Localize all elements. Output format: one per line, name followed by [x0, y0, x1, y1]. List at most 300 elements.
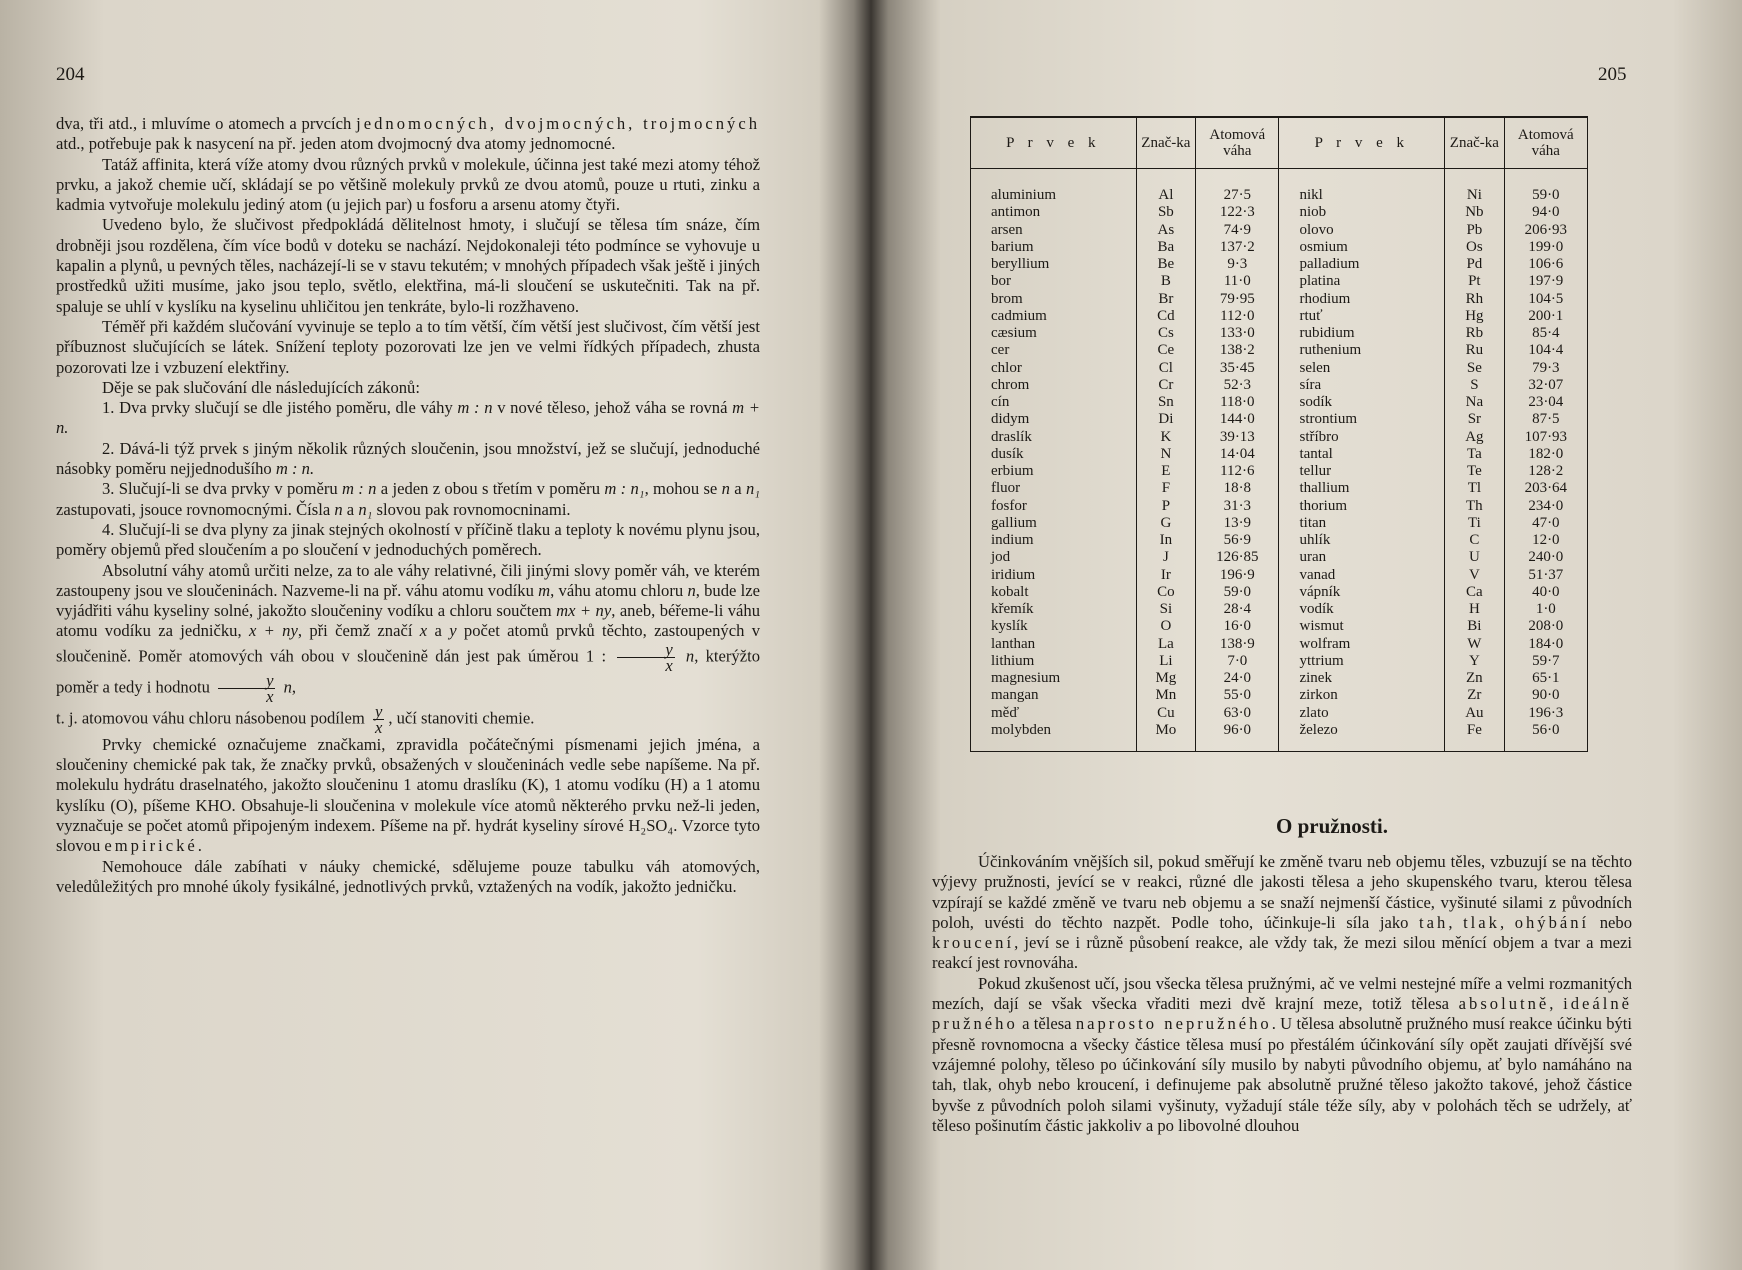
- element-name: gallium: [971, 515, 1137, 532]
- table-row: [971, 549, 1588, 566]
- table-row: [971, 567, 1588, 584]
- element-symbol: Fe: [1445, 722, 1505, 752]
- table-row: [971, 515, 1588, 532]
- atomic-weight: 59·0: [1504, 169, 1587, 205]
- element-name: lanthan: [971, 636, 1137, 653]
- element-name: antimon: [971, 204, 1137, 221]
- text: , při čemž značí: [297, 621, 420, 641]
- math: m : n₁: [604, 479, 645, 499]
- fraction-numerator: y: [617, 642, 674, 658]
- math: n: [687, 580, 696, 600]
- text: ,: [1549, 994, 1564, 1014]
- table-row: [971, 446, 1588, 463]
- atomic-weight: 52·3: [1196, 377, 1279, 394]
- element-name: cadmium: [971, 308, 1137, 325]
- table-row: [971, 653, 1588, 670]
- text: atd., potřebuje pak k nasycení na př. jeden atom dvojmocný dva atomy jednomocné.: [56, 134, 616, 154]
- atomic-weight: 203·64: [1504, 480, 1587, 497]
- text: slovou pak rovnomocninami.: [372, 499, 571, 519]
- right-page: [922, 0, 1742, 1270]
- fraction: [617, 639, 674, 675]
- element-symbol: Mo: [1136, 722, 1196, 752]
- element-symbol: Te: [1445, 463, 1505, 480]
- element-name: iridium: [971, 567, 1137, 584]
- element-name: jod: [971, 549, 1137, 566]
- element-symbol: Rh: [1445, 291, 1505, 308]
- element-symbol: Be: [1136, 256, 1196, 273]
- element-name: aluminium: [971, 169, 1137, 205]
- atomic-weight: 9·3: [1196, 256, 1279, 273]
- table-row: [971, 636, 1588, 653]
- text: v nové těleso, jehož váha se rovná: [492, 398, 733, 418]
- math: n: [334, 499, 343, 519]
- atomic-weight: 27·5: [1196, 169, 1279, 205]
- text: , váhu atomu chloru: [550, 580, 688, 600]
- formula-line: [56, 701, 760, 737]
- element-name: nikl: [1279, 169, 1445, 205]
- element-symbol: Ce: [1136, 342, 1196, 359]
- text: ,: [1448, 912, 1464, 932]
- text: , učí stanoviti chemie.: [388, 708, 535, 728]
- element-name: tantal: [1279, 446, 1445, 463]
- atomic-weight: 128·2: [1504, 463, 1587, 480]
- text: a jeden z obou s třetím v poměru: [376, 479, 605, 499]
- element-name: brom: [971, 291, 1137, 308]
- atomic-weight: 118·0: [1196, 394, 1279, 411]
- atomic-weight: 197·9: [1504, 273, 1587, 290]
- text-spaced: tah: [1419, 912, 1449, 932]
- table-row: [971, 342, 1588, 359]
- element-symbol: Di: [1136, 411, 1196, 428]
- text-spaced: ideálně pružného: [932, 994, 1632, 1034]
- element-name: cæsium: [971, 325, 1137, 342]
- atomic-weight: 31·3: [1196, 498, 1279, 515]
- element-symbol: La: [1136, 636, 1196, 653]
- element-symbol: Ir: [1136, 567, 1196, 584]
- atomic-weight: 11·0: [1196, 273, 1279, 290]
- atomic-weight: 51·37: [1504, 567, 1587, 584]
- atomic-weight: 79·95: [1196, 291, 1279, 308]
- atomic-weight: 206·93: [1504, 222, 1587, 239]
- law-4: 4. Slučují-li se dva plyny za jinak stejných okolností v příčině tlaku a teploty k novému plynu jsou, poměry objemů před sloučením a po sloučení v jednoduchých poměrech.: [56, 519, 760, 560]
- text-spaced: tlak: [1463, 912, 1500, 932]
- element-symbol: Th: [1445, 498, 1505, 515]
- element-symbol: Pb: [1445, 222, 1505, 239]
- text: zastupovati, jsouce rovnomocnými. Čísla: [56, 499, 335, 519]
- element-name: erbium: [971, 463, 1137, 480]
- element-name: bor: [971, 273, 1137, 290]
- element-name: měď: [971, 705, 1137, 722]
- text-spaced: naprosto nepružného: [1075, 1014, 1272, 1034]
- element-name: vápník: [1279, 584, 1445, 601]
- element-name: sodík: [1279, 394, 1445, 411]
- atomic-weight: 18·8: [1196, 480, 1279, 497]
- element-name: vanad: [1279, 567, 1445, 584]
- text-spaced: jednomocných, dvojmocných, trojmocných: [356, 114, 760, 133]
- math: n: [279, 677, 292, 697]
- table-row: [971, 618, 1588, 635]
- atomic-weight: 55·0: [1196, 687, 1279, 704]
- table-row: [971, 291, 1588, 308]
- element-name: chrom: [971, 377, 1137, 394]
- element-symbol: S: [1445, 377, 1505, 394]
- element-symbol: Pd: [1445, 256, 1505, 273]
- atomic-weight: 96·0: [1196, 722, 1279, 752]
- math: n₁: [745, 479, 761, 499]
- atomic-weight: 107·93: [1504, 429, 1587, 446]
- atomic-weight: 56·9: [1196, 532, 1279, 549]
- element-symbol: As: [1136, 222, 1196, 239]
- atomic-weight: 24·0: [1196, 670, 1279, 687]
- element-name: lithium: [971, 653, 1137, 670]
- text: a: [427, 621, 450, 641]
- element-symbol: Li: [1136, 653, 1196, 670]
- atomic-weight: 184·0: [1504, 636, 1587, 653]
- element-symbol: Sb: [1136, 204, 1196, 221]
- math: n: [678, 646, 695, 666]
- table-row: [971, 239, 1588, 256]
- element-name: thorium: [1279, 498, 1445, 515]
- text-spaced: kroucení: [932, 933, 1015, 953]
- atomic-weight: 1·0: [1504, 601, 1587, 618]
- math: mx + ny: [556, 601, 612, 621]
- text: . U tělesa absolutně pružného musí reakce účinku býti přesně rovnomocna a všecky částice tělesa musí po přestálém účinkování síly opět zaujati dřívější své vzájemné polohy, těleso po účinkování síly musilo by nabyti původního objemu, ať bylo namáháno na tah, tlak, ohyb nebo kroucení, i definujeme pak absolutně pružné těleso jakožto takové, jehož částice byvše z původních poloh silami vyšinuty, vyžadují stále téže síly, aby v polohách těch se udržely, ať těleso pošinutím částic jakkoliv a po libovolné dlouhou: [932, 1014, 1633, 1135]
- law-3: [56, 479, 760, 520]
- atomic-weight: 196·3: [1504, 705, 1587, 722]
- element-symbol: Ca: [1445, 584, 1505, 601]
- text: t. j. atomovou váhu chloru násobenou podílem: [56, 708, 369, 728]
- math: n: [721, 479, 730, 499]
- element-symbol: Sn: [1136, 394, 1196, 411]
- element-symbol: Nb: [1445, 204, 1505, 221]
- element-symbol: Os: [1445, 239, 1505, 256]
- text: dva, tři atd., i mluvíme o atomech a prvcích: [56, 114, 357, 133]
- text: Absolutní váhy atomů určiti nelze, za to ale váhy relativné, čili jinými slovy poměr váh, ve kterém zastoupeny jsou ve sloučeninách. Nazveme-li na př. váhu atomu vodíku: [56, 560, 760, 600]
- atomic-weight: 112·6: [1196, 463, 1279, 480]
- element-symbol: F: [1136, 480, 1196, 497]
- page-number-left: 204: [56, 64, 85, 85]
- element-symbol: Hg: [1445, 308, 1505, 325]
- table-row: [971, 360, 1588, 377]
- math: m + n.: [56, 398, 760, 438]
- element-name: kobalt: [971, 584, 1137, 601]
- element-name: didym: [971, 411, 1137, 428]
- element-symbol: Bi: [1445, 618, 1505, 635]
- table-row: [971, 204, 1588, 221]
- math: m : n: [457, 398, 493, 418]
- element-symbol: Cd: [1136, 308, 1196, 325]
- atomic-weights-table: [970, 116, 1588, 752]
- paragraph: [56, 114, 760, 155]
- atomic-weight: 234·0: [1504, 498, 1587, 515]
- element-name: wolfram: [1279, 636, 1445, 653]
- element-symbol: Ni: [1445, 169, 1505, 205]
- element-symbol: Au: [1445, 705, 1505, 722]
- element-symbol: Cs: [1136, 325, 1196, 342]
- element-symbol: G: [1136, 515, 1196, 532]
- math: m : n.: [275, 459, 315, 479]
- atomic-weight: 122·3: [1196, 204, 1279, 221]
- table-row: [971, 722, 1588, 752]
- element-symbol: Sr: [1445, 411, 1505, 428]
- text: 1. Dva prvky slučují se dle jistého poměru, dle váhy: [102, 398, 458, 418]
- table-header-row: [971, 117, 1588, 169]
- element-name: zinek: [1279, 670, 1445, 687]
- element-name: uhlík: [1279, 532, 1445, 549]
- paragraph: Téměř při každém slučování vyvinuje se teplo a to tím větší, čím větší jest slučivost, čím větší jest příbuznost slučujících se látek. Snížení teploty pozorovati lze jen ve velmi řídkých případech, zhusta pozorovati lze i vzbuzení elektřiny.: [56, 316, 760, 377]
- element-symbol: C: [1445, 532, 1505, 549]
- atomic-weight: 39·13: [1196, 429, 1279, 446]
- atomic-weight: 104·4: [1504, 342, 1587, 359]
- element-name: indium: [971, 532, 1137, 549]
- element-name: olovo: [1279, 222, 1445, 239]
- atomic-weight: 182·0: [1504, 446, 1587, 463]
- element-symbol: Rb: [1445, 325, 1505, 342]
- atomic-weight: 32·07: [1504, 377, 1587, 394]
- fraction-denominator: x: [665, 655, 673, 675]
- element-symbol: U: [1445, 549, 1505, 566]
- text: , mohou se: [644, 479, 722, 499]
- element-name: palladium: [1279, 256, 1445, 273]
- text: nebo: [1589, 912, 1633, 932]
- text-spaced: empirické: [104, 836, 198, 856]
- element-symbol: Al: [1136, 169, 1196, 205]
- element-symbol: K: [1136, 429, 1196, 446]
- element-name: magnesium: [971, 670, 1137, 687]
- paragraph: Nemohouce dále zabíhati v náuky chemické, sdělujeme pouze tabulku váh atomových, veledůležitých pro mnohé úkoly fysikálné, jednotlivých prvků, vztažených na vodík, jakožto jedničku.: [56, 856, 760, 896]
- paragraph: [932, 974, 1632, 1136]
- atomic-weight: 35·45: [1196, 360, 1279, 377]
- element-symbol: Pt: [1445, 273, 1505, 290]
- element-name: rhodium: [1279, 291, 1445, 308]
- atomic-weight: 144·0: [1196, 411, 1279, 428]
- atomic-weight: 23·04: [1504, 394, 1587, 411]
- element-name: thallium: [1279, 480, 1445, 497]
- element-symbol: Ta: [1445, 446, 1505, 463]
- column-header: Znač-ka: [1136, 117, 1196, 169]
- element-name: rtuť: [1279, 308, 1445, 325]
- element-symbol: Br: [1136, 291, 1196, 308]
- math: x: [419, 621, 428, 641]
- element-name: dusík: [971, 446, 1137, 463]
- element-symbol: V: [1445, 567, 1505, 584]
- element-symbol: Ru: [1445, 342, 1505, 359]
- element-symbol: P: [1136, 498, 1196, 515]
- element-name: selen: [1279, 360, 1445, 377]
- element-name: niob: [1279, 204, 1445, 221]
- atomic-weight: 137·2: [1196, 239, 1279, 256]
- paragraph: [56, 735, 760, 857]
- element-symbol: Si: [1136, 601, 1196, 618]
- text: , jeví se i různě působení reakce, ale vždy tak, že mezi silou měnící objem a tvar a mezi reakcí jest rovnováha.: [932, 933, 1632, 973]
- table-row: [971, 480, 1588, 497]
- element-name: draslík: [971, 429, 1137, 446]
- text: 3. Slučují-li se dva prvky v poměru: [102, 479, 342, 499]
- table-row: [971, 498, 1588, 515]
- table-row: [971, 411, 1588, 428]
- table-row: [971, 222, 1588, 239]
- atomic-weight: 106·6: [1504, 256, 1587, 273]
- element-symbol: Tl: [1445, 480, 1505, 497]
- table-row: [971, 584, 1588, 601]
- text-spaced: absolutně: [1458, 994, 1550, 1014]
- element-symbol: Zr: [1445, 687, 1505, 704]
- atomic-weight: 13·9: [1196, 515, 1279, 532]
- element-name: síra: [1279, 377, 1445, 394]
- element-name: fosfor: [971, 498, 1137, 515]
- atomic-weight: 79·3: [1504, 360, 1587, 377]
- paragraph: [56, 561, 760, 704]
- element-symbol: Se: [1445, 360, 1505, 377]
- table-row: [971, 377, 1588, 394]
- table-row: [971, 308, 1588, 325]
- element-name: cer: [971, 342, 1137, 359]
- column-header: P r v e k: [971, 117, 1137, 169]
- element-symbol: Mn: [1136, 687, 1196, 704]
- atomic-weight: 133·0: [1196, 325, 1279, 342]
- paragraph: Děje se pak slučování dle následujících zákonů:: [102, 377, 420, 397]
- atomic-weight: 87·5: [1504, 411, 1587, 428]
- math: x + ny: [248, 621, 298, 641]
- element-symbol: O: [1136, 618, 1196, 635]
- fraction-numerator: y: [374, 701, 383, 721]
- element-symbol: Ba: [1136, 239, 1196, 256]
- math: y: [449, 621, 457, 641]
- atomic-weight: 74·9: [1196, 222, 1279, 239]
- element-name: arsen: [971, 222, 1137, 239]
- atomic-weight: 240·0: [1504, 549, 1587, 566]
- left-page: [0, 0, 820, 1270]
- element-symbol: E: [1136, 463, 1196, 480]
- element-symbol: H: [1445, 601, 1505, 618]
- atomic-weight: 40·0: [1504, 584, 1587, 601]
- element-name: barium: [971, 239, 1137, 256]
- atomic-weight: 56·0: [1504, 722, 1587, 752]
- atomic-weight: 199·0: [1504, 239, 1587, 256]
- text: počet atomů prvků těchto, zastoupených v sloučenině. Poměr atomových váh obou v sloučenině dán jest pak úměrou 1 :: [56, 621, 761, 666]
- text: ,: [1499, 912, 1515, 932]
- atomic-weight: 85·4: [1504, 325, 1587, 342]
- text: Účinkováním vnějších sil, pokud směřují ke změně tvaru neb objemu těles, vzbuzují se na těchto výjevy pružnosti, jevící se v reakci, různé dle jakosti tělesa a jeho skupenského tvaru, kterou tělesa vzpírají se každé změně ve tvaru neb objemu a se snaží nejmenší částice, vyšinuté silami z původních poloh, uvésti do těchto nazpět. Podle toho, účinkuje-li síla jako: [932, 852, 1632, 932]
- atomic-weight: 126·85: [1196, 549, 1279, 566]
- text: a: [729, 479, 746, 499]
- table-row: [971, 670, 1588, 687]
- element-name: osmium: [1279, 239, 1445, 256]
- column-header: Atomová váha: [1504, 117, 1587, 169]
- paragraph: [932, 852, 1632, 974]
- table-row: [971, 273, 1588, 290]
- text: , bude lze vyjádřiti váhu kyseliny solné, jakožto sloučeniny vodíku a chloru součtem: [56, 580, 760, 621]
- text: Pokud zkušenost učí, jsou všecka tělesa pružnými, ač ve velmi nestejné míře a velmi rozmanitých mezích, dají se však všecka vřaditi mezi dvě krajní meze, totiž tělesa: [932, 973, 1632, 1014]
- element-symbol: Ag: [1445, 429, 1505, 446]
- atomic-weight: 7·0: [1196, 653, 1279, 670]
- element-name: stříbro: [1279, 429, 1445, 446]
- element-symbol: Co: [1136, 584, 1196, 601]
- element-symbol: W: [1445, 636, 1505, 653]
- atomic-weight: 65·1: [1504, 670, 1587, 687]
- element-symbol: Y: [1445, 653, 1505, 670]
- element-name: kyslík: [971, 618, 1137, 635]
- table-row: [971, 429, 1588, 446]
- text: a tělesa: [1017, 1014, 1076, 1034]
- text: , kterýžto poměr a tedy i hodnotu: [56, 646, 760, 697]
- atomic-weight: 59·0: [1196, 584, 1279, 601]
- element-symbol: Zn: [1445, 670, 1505, 687]
- atomic-weight: 12·0: [1504, 532, 1587, 549]
- element-symbol: Cl: [1136, 360, 1196, 377]
- element-name: železo: [1279, 722, 1445, 752]
- table-row: [971, 463, 1588, 480]
- element-symbol: N: [1136, 446, 1196, 463]
- element-name: zirkon: [1279, 687, 1445, 704]
- text: , aneb, béřeme-li váhu atomu vodíku za jedničku,: [56, 601, 760, 641]
- element-symbol: Cu: [1136, 705, 1196, 722]
- atomic-weight: 196·9: [1196, 567, 1279, 584]
- element-name: beryllium: [971, 256, 1137, 273]
- element-symbol: B: [1136, 273, 1196, 290]
- text-spaced: ohýbání: [1514, 912, 1590, 932]
- element-name: ruthenium: [1279, 342, 1445, 359]
- atomic-weight: 138·9: [1196, 636, 1279, 653]
- element-name: zlato: [1279, 705, 1445, 722]
- element-name: chlor: [971, 360, 1137, 377]
- math: m : n: [341, 479, 377, 499]
- atomic-weight: 16·0: [1196, 618, 1279, 635]
- text: a: [342, 499, 359, 519]
- page-number-right: 205: [1598, 64, 1627, 85]
- text: ,: [291, 677, 297, 697]
- element-name: titan: [1279, 515, 1445, 532]
- table-row: [971, 705, 1588, 722]
- atomic-weight: 63·0: [1196, 705, 1279, 722]
- atomic-weight: 94·0: [1504, 204, 1587, 221]
- law-2: [56, 439, 760, 480]
- element-symbol: Ti: [1445, 515, 1505, 532]
- math: m: [538, 580, 551, 600]
- atomic-weight: 14·04: [1196, 446, 1279, 463]
- atomic-weight: 208·0: [1504, 618, 1587, 635]
- left-page-text: [56, 114, 760, 897]
- fraction: [218, 670, 275, 706]
- atomic-weight: 112·0: [1196, 308, 1279, 325]
- element-name: molybden: [971, 722, 1137, 752]
- element-name: uran: [1279, 549, 1445, 566]
- element-name: wismut: [1279, 618, 1445, 635]
- element-name: cín: [971, 394, 1137, 411]
- column-header: Atomová váha: [1196, 117, 1279, 169]
- element-name: fluor: [971, 480, 1137, 497]
- table-row: [971, 256, 1588, 273]
- paragraph: Tatáž affinita, která víže atomy dvou různých prvků v molekule, účinna jest také mezi atomy téhož prvku, a jakož chemie učí, skládají se po většině molekuly prvků ze dvou atomů, pouze u rtuti, zinku a kadmia vytvořuje molekulu jediný atom (u jejich par) u fosforu a arsenu atomy čtyři.: [56, 154, 760, 215]
- law-1: [56, 398, 760, 439]
- atomic-weight: 28·4: [1196, 601, 1279, 618]
- atomic-weight: 138·2: [1196, 342, 1279, 359]
- section-heading: O pružnosti.: [1275, 814, 1388, 838]
- text: Prvky chemické označujeme značkami, zpravidla počátečnými písmenami jejich jména, a sloučeniny chemické pak tak, že značky prvků, obsažených v sloučeninách vedle sebe napíšeme. Na př. molekulu hydrátu draselnatého, jakožto sloučeninu 1 atomu draslíku (K), 1 atomu vodíku (H) a 1 atomu kyslíku (O), píšeme KHO. Obsahuje-li sloučenina v molekule více atomů některého prvku než-li jeden, vyznačuje se počet atomů připojeným indexem. Píšeme na př. hydrát kyseliny sírové H₂SO₄. Vzorce tyto slovou: [56, 734, 760, 856]
- element-name: strontium: [1279, 411, 1445, 428]
- table-row: [971, 601, 1588, 618]
- column-header: P r v e k: [1279, 117, 1445, 169]
- element-symbol: Mg: [1136, 670, 1196, 687]
- element-name: mangan: [971, 687, 1137, 704]
- element-symbol: In: [1136, 532, 1196, 549]
- paragraph: Uvedeno bylo, že slučivost předpokládá dělitelnost hmoty, i slučují se tělesa tím snáze, čím drobněji jsou rozdělena, čím více bodů v doteku se nachází. Nejdokonaleji této podmínce se vyhovuje u kapalin a plynů, u pevných těles, nacházejí-li se v stavu tekutém; v mnohých případech však ještě i jiných prostředků užiti musíme, jako jsou teplo, světlo, elektřina, má-li sloučení se uskutečniti. Tak na př. spaluje se uhlí v kyslíku na kyselinu uhličitou jen tenkráte, bylo-li rozžhaveno.: [56, 215, 760, 316]
- table-row: [971, 325, 1588, 342]
- table-row: [971, 687, 1588, 704]
- element-name: yttrium: [1279, 653, 1445, 670]
- atomic-weight: 200·1: [1504, 308, 1587, 325]
- fraction-denominator: x: [266, 686, 274, 706]
